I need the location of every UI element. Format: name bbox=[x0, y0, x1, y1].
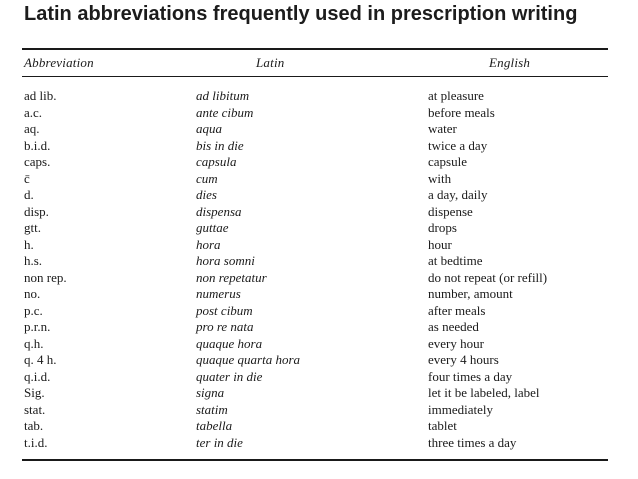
abbreviation-cell: p.c. bbox=[24, 302, 43, 318]
english-cell: three times a day bbox=[428, 434, 517, 450]
abbreviation-cell: t.i.d. bbox=[24, 434, 48, 450]
table-bottom-rule bbox=[22, 459, 608, 461]
latin-cell: non repetatur bbox=[196, 269, 267, 285]
table-row bbox=[0, 369, 638, 386]
table-row bbox=[0, 204, 638, 221]
abbreviation-cell: non rep. bbox=[24, 269, 67, 285]
english-cell: dispense bbox=[428, 203, 473, 219]
table-row bbox=[0, 270, 638, 287]
table-row bbox=[0, 253, 638, 270]
abbreviation-cell: ad lib. bbox=[24, 88, 57, 103]
table-row bbox=[0, 402, 638, 419]
english-cell: immediately bbox=[428, 401, 493, 417]
abbreviation-cell: q.i.d. bbox=[24, 368, 51, 384]
latin-cell: quater in die bbox=[196, 368, 263, 384]
english-cell: let it be labeled, label bbox=[428, 385, 540, 400]
column-header-abbreviation: Abbreviation bbox=[24, 55, 94, 70]
abbreviation-cell: b.i.d. bbox=[24, 137, 51, 153]
latin-cell: hora somni bbox=[196, 253, 255, 268]
abbreviation-cell: a.c. bbox=[24, 104, 43, 120]
latin-cell: quaque hora bbox=[196, 335, 263, 351]
english-cell: drops bbox=[428, 220, 457, 235]
table-row bbox=[0, 138, 638, 155]
latin-cell: guttae bbox=[196, 220, 229, 235]
english-cell: water bbox=[428, 121, 457, 136]
latin-cell: statim bbox=[196, 401, 228, 417]
table-row bbox=[0, 336, 638, 353]
abbreviation-cell: q. 4 h. bbox=[24, 352, 57, 367]
abbreviation-cell: c̄ bbox=[24, 170, 30, 186]
abbreviation-cell: q.h. bbox=[24, 335, 44, 351]
english-cell: capsule bbox=[428, 154, 467, 169]
latin-cell: dies bbox=[196, 187, 217, 202]
abbreviation-cell: gtt. bbox=[24, 220, 41, 235]
table-row bbox=[0, 220, 638, 237]
english-cell: as needed bbox=[428, 319, 479, 334]
table-row bbox=[0, 187, 638, 204]
latin-cell: signa bbox=[196, 385, 225, 400]
english-cell: before meals bbox=[428, 104, 495, 120]
table-row bbox=[0, 418, 638, 435]
latin-cell: quaque quarta hora bbox=[196, 352, 300, 367]
abbreviation-cell: stat. bbox=[24, 401, 46, 417]
latin-cell: capsula bbox=[196, 154, 237, 169]
page-title: Latin abbreviations frequently used in prescription writing bbox=[24, 3, 578, 25]
column-header-english: English bbox=[489, 55, 531, 70]
table-row bbox=[0, 352, 638, 369]
english-cell: with bbox=[428, 170, 452, 186]
english-cell: after meals bbox=[428, 302, 486, 318]
abbreviation-cell: p.r.n. bbox=[24, 319, 51, 334]
english-cell: twice a day bbox=[428, 137, 488, 153]
latin-cell: numerus bbox=[196, 286, 241, 301]
latin-cell: tabella bbox=[196, 418, 233, 433]
abbreviation-cell: no. bbox=[24, 286, 41, 301]
table-row bbox=[0, 319, 638, 336]
english-cell: every 4 hours bbox=[428, 352, 499, 367]
table-row bbox=[0, 121, 638, 138]
column-header-latin: Latin bbox=[256, 55, 285, 70]
english-cell: tablet bbox=[428, 418, 457, 433]
abbreviation-cell: caps. bbox=[24, 154, 51, 169]
abbreviation-cell: h.s. bbox=[24, 253, 43, 268]
table-row bbox=[0, 88, 638, 105]
english-cell: every hour bbox=[428, 335, 484, 351]
abbreviation-cell: Sig. bbox=[24, 385, 45, 400]
english-cell: do not repeat (or refill) bbox=[428, 269, 548, 285]
abbreviation-cell: h. bbox=[24, 236, 34, 252]
latin-cell: post cibum bbox=[196, 302, 253, 318]
english-cell: at bedtime bbox=[428, 253, 483, 268]
latin-cell: bis in die bbox=[196, 137, 244, 153]
abbreviation-cell: aq. bbox=[24, 121, 40, 136]
latin-cell: pro re nata bbox=[196, 319, 254, 334]
english-cell: hour bbox=[428, 236, 452, 252]
english-cell: number, amount bbox=[428, 286, 513, 301]
table-row bbox=[0, 237, 638, 254]
abbreviation-table-body bbox=[0, 88, 638, 451]
header-rule bbox=[22, 76, 608, 77]
abbreviation-cell: d. bbox=[24, 187, 34, 202]
table-row bbox=[0, 105, 638, 122]
english-cell: four times a day bbox=[428, 368, 513, 384]
table-row bbox=[0, 435, 638, 452]
latin-cell: aqua bbox=[196, 121, 222, 136]
latin-cell: ter in die bbox=[196, 434, 243, 450]
table-top-rule bbox=[22, 48, 608, 50]
latin-cell: dispensa bbox=[196, 203, 242, 219]
latin-cell: hora bbox=[196, 236, 221, 252]
table-row bbox=[0, 154, 638, 171]
table-row bbox=[0, 385, 638, 402]
english-cell: at pleasure bbox=[428, 88, 484, 103]
latin-cell: ad libitum bbox=[196, 88, 250, 103]
english-cell: a day, daily bbox=[428, 187, 488, 202]
table-row bbox=[0, 303, 638, 320]
abbreviation-cell: disp. bbox=[24, 203, 49, 219]
table-row bbox=[0, 286, 638, 303]
table-row bbox=[0, 171, 638, 188]
latin-cell: ante cibum bbox=[196, 104, 254, 120]
abbreviation-cell: tab. bbox=[24, 418, 44, 433]
latin-cell: cum bbox=[196, 170, 218, 186]
